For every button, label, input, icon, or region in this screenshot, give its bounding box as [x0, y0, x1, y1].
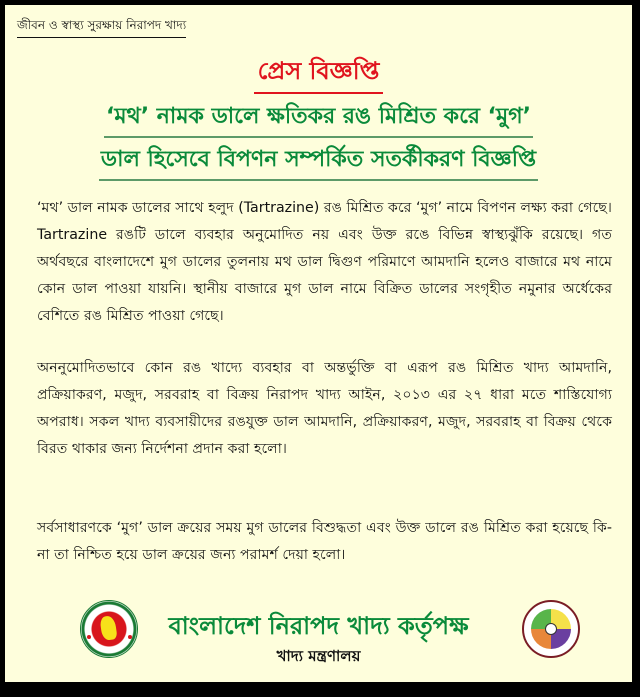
paragraph-2: অননুমোদিতভাবে কোন রঙ খাদ্যে ব্যবহার বা অন্তর্ভুক্তি বা এরূপ রঙ মিশ্রিত খাদ্য আমদানি, প্রক্রিয়াকরণ, মজুদ, সরবরাহ বা বিক্রয় নিরাপদ খাদ্য আইন, ২০১৩ এর ২৭ ধারা মতে শাস্তিযোগ্য অপরাধ। সকল খাদ্য ব্যবসায়ীদের রঙযুক্ত ডাল আমদানি, প্রক্রিয়াকরণ, মজুদ, সরবরাহ বা বিক্রয় থেকে বিরত থাকার জন্য নির্দেশনা প্রদান করা হলো। [37, 360, 612, 457]
ministry-name: খাদ্য মন্ত্রণালয় [276, 647, 361, 665]
headline-line-1 [5, 102, 632, 138]
press-title [5, 55, 632, 94]
food-safety-authority-logo-icon [522, 600, 580, 658]
footer [5, 600, 632, 680]
paragraph-3: সর্বসাধারণকে ‘মুগ’ ডাল ক্রয়ের সময় মুগ ডালের বিশুদ্ধতা এবং উক্ত ডালে রঙ মিশ্রিত করা হয়েছে কি-না তা নিশ্চিত হয়ে ডাল ক্রয়ের জন্য পরামর্শ দেয়া হলো। [37, 520, 612, 563]
paragraph-1: ‘মথ’ ডাল নামক ডালের সাথে হলুদ (Tartrazine) রঙ মিশ্রিত করে ‘মুগ’ নামে বিপণন লক্ষ্য করা গেছে। Tartrazine রঙটি ডালে ব্যবহার অনুমোদিত নয় এবং উক্ত রঙে বিভিন্ন স্বাস্থ্যঝুঁকি রয়েছে। গত অর্থবছরে বাংলাদেশে মুগ ডালের তুলনায় মথ ডাল দ্বিগুণ পরিমাণে আমদানি হলেও বাজারে মথ নামে কোন ডাল পাওয়া যায়নি। স্থানীয় বাজারে মুগ ডাল নামে বিক্রিত ডালের সংগৃহীত নমুনার অর্ধেকের বেশিতে রঙ মিশ্রিত পাওয়া গেছে। [37, 200, 612, 324]
headline-line-2-text: ডাল হিসেবে বিপণন সম্পর্কিত সতর্কীকরণ বিজ্ঞপ্তি [99, 145, 538, 181]
tagline: জীবন ও স্বাস্থ্য সুরক্ষায় নিরাপদ খাদ্য [17, 17, 186, 38]
organization-name: বাংলাদেশ নিরাপদ খাদ্য কর্তৃপক্ষ [168, 612, 469, 640]
headline-line-1-text: ‘মথ’ নামক ডালে ক্ষতিকর রঙ মিশ্রিত করে ‘মুগ’ [104, 102, 533, 138]
logo-center-hub [545, 623, 557, 635]
press-release-page [5, 5, 632, 682]
headline-line-2 [5, 145, 632, 181]
press-title-text: প্রেস বিজ্ঞপ্তি [254, 55, 384, 94]
